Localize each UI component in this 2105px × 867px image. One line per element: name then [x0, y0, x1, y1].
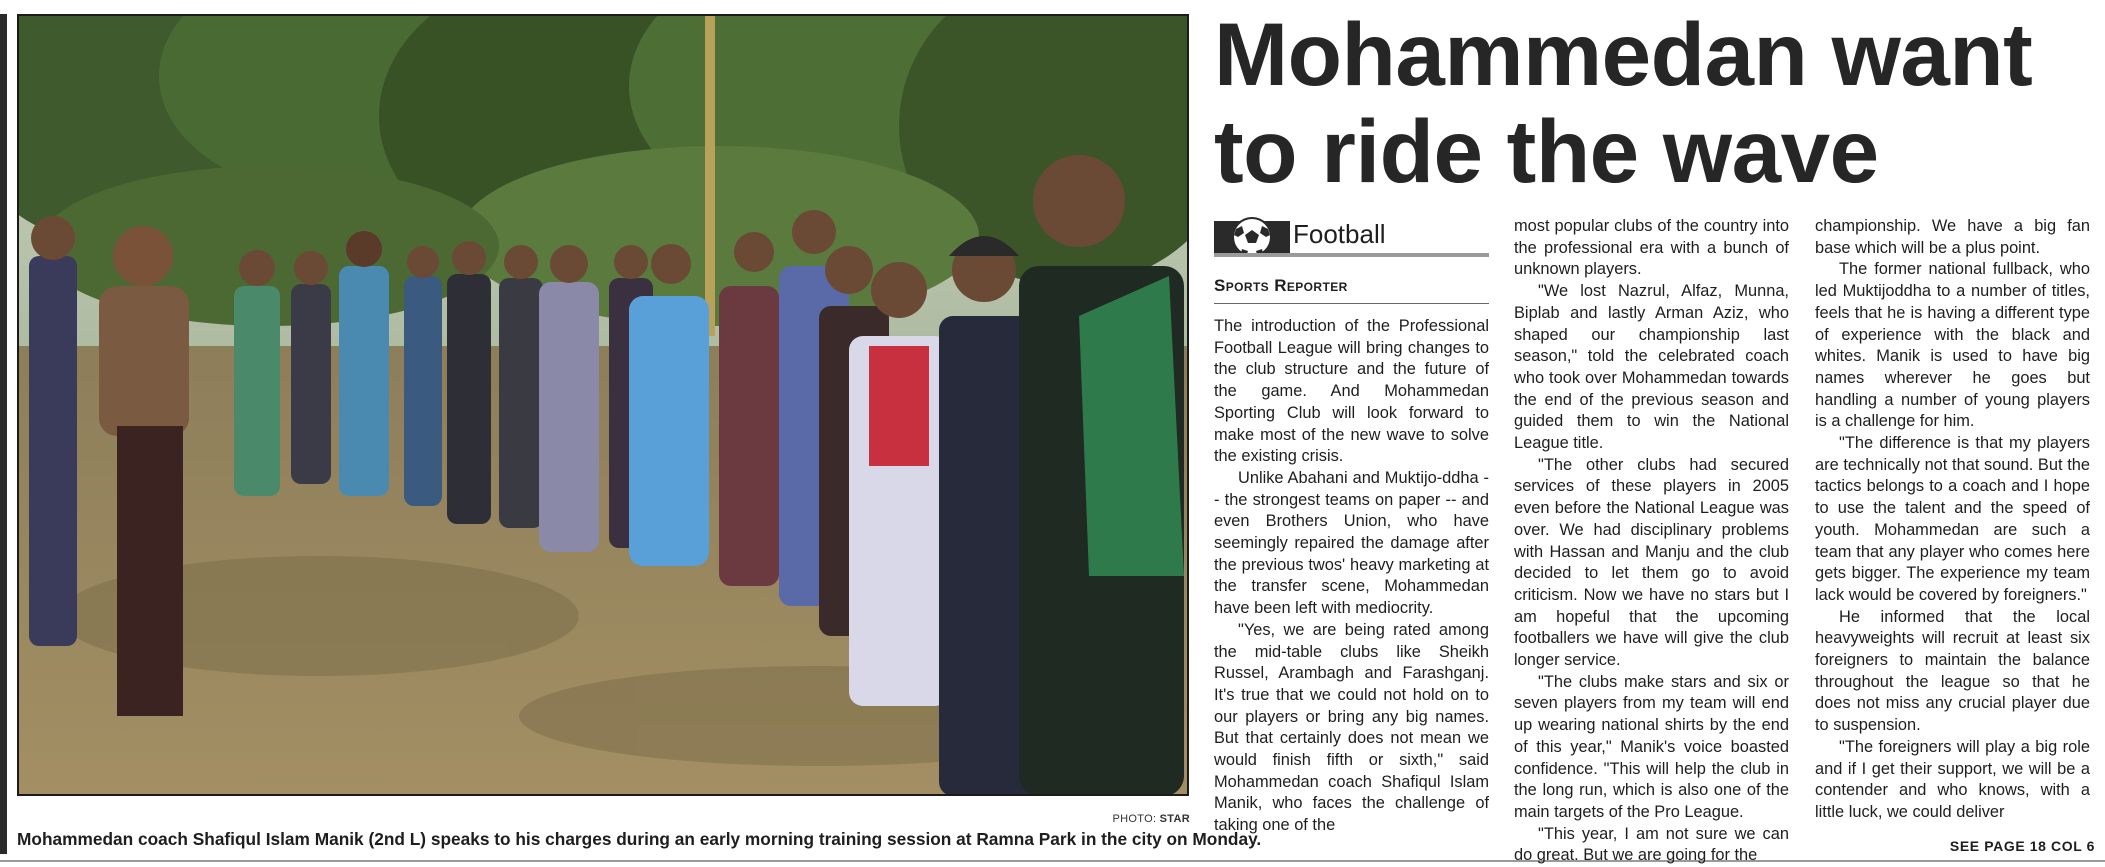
paragraph: The former national fullback, who led Muktijoddha to a number of titles, feels that he is having a different type of experience with the black and whites. Manik is used to have big names wherever he goes but handling a number of young players is a challenge for him.	[1815, 260, 2090, 431]
headline-line-2: to ride the wave	[1214, 101, 1879, 201]
article-column-2	[1514, 216, 1789, 865]
training-session-photo	[19, 16, 1187, 794]
paragraph: Unlike Abahani and Muktijo-ddha -- the strongest teams on paper -- and even Brothers Union, who have seemingly repaired the damage after the previous twos' heavy marketing at the transfer scene, Mohammedan have been left with mediocrity.	[1214, 468, 1489, 618]
paragraph: "The clubs make stars and six or seven players from my team will end up wearing national shirts by the end of this year," Manik's voice boasted confidence. "This will help the club in the long run, which is also one of the main targets of the Pro League.	[1514, 672, 1789, 821]
paragraph: "This year, I am not sure we can do great. But we are going for the	[1514, 824, 1789, 865]
paragraph: "The difference is that my players are technically not that sound. But the tactics belongs to a coach and I hope to use the talent and the speed of youth. Mohammedan are such a team that any player who comes here gets bigger. The experience my team lack would be covered by foreigners."	[1815, 434, 2090, 604]
section-label: Football	[1293, 219, 1386, 249]
headline-line-1: Mohammedan want	[1214, 4, 2033, 104]
paragraph: championship. We have a big fan base which will be a plus point.	[1815, 217, 2090, 257]
paragraph: "The other clubs had secured services of these players in 2005 even before the National League was over. We had disciplinary problems with Hassan and Manju and the club decided to let them go to avoid criticism. Now we have no stars but I am hopeful that the upcoming footballers we have will give the club longer service.	[1514, 455, 1789, 670]
paragraph: He informed that the local heavyweights will recruit at least six foreigners to maintain the balance throughout the league so that he does not miss any crucial player due to suspension.	[1815, 607, 2090, 735]
pole	[705, 16, 715, 336]
article-column-1	[1214, 316, 1489, 856]
left-border-rule	[0, 14, 7, 854]
continuation-jump: SEE PAGE 18 COL 6	[1949, 838, 2095, 854]
byline: Sports Reporter	[1214, 276, 1348, 295]
paragraph: The introduction of the Professional Football League will bring changes to the club structure and the future of the game. And Mohammedan Sporting Club will look forward to make most of the new wave to solve the existing crisis.	[1214, 317, 1489, 466]
football-icon	[1214, 215, 1290, 257]
section-rule	[1214, 253, 1489, 257]
section-header	[1214, 213, 1489, 257]
paragraph: most popular clubs of the country into the professional era with a bunch of unknown players.	[1514, 217, 1789, 279]
photo-caption: Mohammedan coach Shafiqul Islam Manik (2nd L) speaks to his charges during an early morning training session at Ramna Park in the city on Monday.	[17, 829, 1262, 849]
paragraph: "The foreigners will play a big role and if I get their support, we will be a contender and who knows, with a little luck, we could deliver	[1815, 737, 2090, 821]
paragraph: "We lost Nazrul, Alfaz, Munna, Biplab and lastly Arman Aziz, who shaped our championship last season," told the celebrated coach who took over Mohammedan towards the end of the previous season and guided them to win the National League title.	[1514, 282, 1789, 453]
photo-credit: PHOTO: STAR	[1112, 813, 1190, 825]
headline	[1214, 6, 2099, 200]
article-column-3	[1815, 216, 2090, 821]
bottom-border-rule	[0, 860, 2105, 862]
paragraph: "Yes, we are being rated among the mid-table clubs like Sheikh Russel, Arambagh and Farashganj. It's true that we could not hold on to our players or bring any big names. But that certainly does not mean we would finish fifth or sixth," said Mohammedan coach Shafiqul Islam Manik, who faces the challenge of taking one of the	[1214, 620, 1489, 835]
byline-rule	[1214, 303, 1489, 304]
news-photo	[17, 14, 1189, 796]
